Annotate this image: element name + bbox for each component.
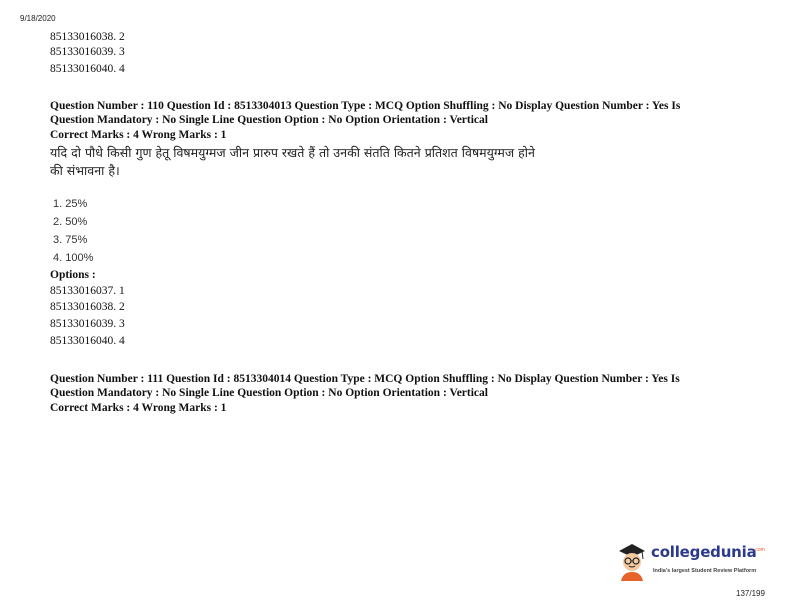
question-110-text-line1: यदि दो पौधे किसी गुण हेतू विषमयुग्मज जीन प्रारुप रखते हैं तो उनकी संतति कितने प्रतिशत विषमयुग्मज होने — [50, 145, 535, 160]
brand-tagline: India's largest Student Review Platform — [653, 568, 757, 574]
option-id-line: 85133016038. 2 — [50, 31, 125, 43]
choice-1: 1. 25% — [53, 198, 88, 210]
question-111-meta-line2: Question Mandatory : No Single Line Question Option : No Option Orientation : Vertical — [50, 387, 488, 399]
page-number: 137/199 — [736, 589, 765, 598]
options-label: Options : — [50, 269, 96, 281]
brand-tld: .com — [754, 547, 765, 553]
question-110-marks: Correct Marks : 4 Wrong Marks : 1 — [50, 129, 227, 141]
collegedunia-logo — [615, 541, 765, 583]
brand-name: collegedunia — [651, 543, 757, 561]
question-111-meta-line1: Question Number : 111 Question Id : 8513304014 Question Type : MCQ Option Shuffling : No Display Question Number : Yes Is — [50, 373, 680, 385]
student-mascot-icon — [615, 541, 649, 581]
option-id-line: 85133016038. 2 — [50, 301, 125, 313]
question-110-meta-line1: Question Number : 110 Question Id : 8513304013 Question Type : MCQ Option Shuffling : No Display Question Number : Yes Is — [50, 100, 681, 112]
option-id-line: 85133016040. 4 — [50, 63, 125, 75]
choice-2: 2. 50% — [53, 216, 88, 228]
question-111-marks: Correct Marks : 4 Wrong Marks : 1 — [50, 402, 227, 414]
option-id-line: 85133016040. 4 — [50, 335, 125, 347]
option-id-line: 85133016037. 1 — [50, 285, 125, 297]
question-110-text-line2: की संभावना है। — [50, 163, 120, 178]
print-date: 9/18/2020 — [20, 14, 56, 23]
choice-3: 3. 75% — [53, 234, 88, 246]
option-id-line: 85133016039. 3 — [50, 46, 125, 58]
question-110-meta-line2: Question Mandatory : No Single Line Question Option : No Option Orientation : Vertical — [50, 114, 488, 126]
choice-4: 4. 100% — [53, 252, 94, 264]
option-id-line: 85133016039. 3 — [50, 318, 125, 330]
